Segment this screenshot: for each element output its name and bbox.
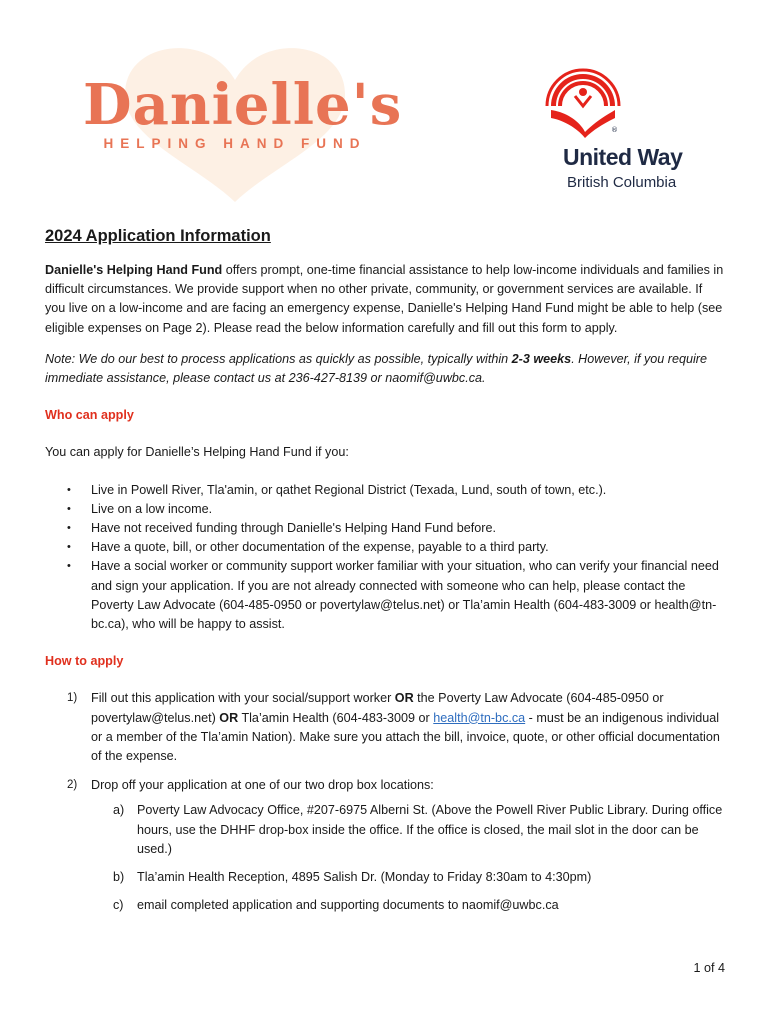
note-bold: 2-3 weeks bbox=[511, 351, 572, 366]
list-item: • Have not received funding through Danielle's Helping Hand Fund before. bbox=[91, 519, 725, 538]
united-way-mark-icon bbox=[545, 62, 621, 138]
list-item bbox=[113, 868, 725, 887]
step-number: 1) bbox=[67, 692, 78, 705]
step-1-text-a: Fill out this application with your social/support worker bbox=[91, 691, 395, 706]
document-body bbox=[45, 225, 725, 925]
sub-letter: c) bbox=[113, 898, 124, 913]
list-item bbox=[113, 896, 725, 915]
sub-text: Poverty Law Advocacy Office, #207-6975 Alberni St. (Above the Powell River Public Library. During office hours, use the DHHF drop-box inside the office. If the office is closed, the mail slot in the door can be used.) bbox=[137, 803, 723, 856]
who-lead: You can apply for Danielle’s Helping Hand Fund if you: bbox=[45, 445, 349, 460]
list-item bbox=[113, 801, 725, 859]
registered-mark: ® bbox=[611, 126, 618, 134]
sub-letter: b) bbox=[113, 870, 125, 885]
logo-subtitle: HELPING HAND FUND bbox=[103, 136, 367, 151]
intro-bold: Danielle's Helping Hand Fund bbox=[45, 263, 223, 277]
step-2-text: Drop off your application at one of our two drop box locations: bbox=[91, 778, 434, 793]
step-2 bbox=[67, 776, 725, 915]
page-number: 1 of 4 bbox=[693, 961, 725, 975]
step-1-text-c: Tla’amin Health (604-483-3009 or bbox=[238, 710, 434, 725]
united-way-name: United Way bbox=[563, 144, 683, 170]
steps-list bbox=[45, 689, 725, 915]
health-email-link[interactable]: health@tn-bc.ca bbox=[433, 710, 526, 725]
list-item: • Have a quote, bill, or other documentation of the expense, payable to a third party. bbox=[91, 538, 725, 557]
step-1-or: OR bbox=[394, 691, 414, 706]
logo-name: Danielle's bbox=[83, 72, 403, 138]
step-1-text-b: the Poverty Law Advocate (604-485-0950 or povertylaw@telus.net) bbox=[91, 691, 664, 725]
sub-text: Tla’amin Health Reception, 4895 Salish Dr. (Monday to Friday 8:30am to 4:30pm) bbox=[137, 870, 592, 885]
step-1 bbox=[67, 689, 725, 766]
united-way-logo bbox=[545, 62, 705, 202]
sub-text: email completed application and supporting documents to naomif@uwbc.ca bbox=[137, 898, 559, 913]
step-1-or-2: OR bbox=[219, 710, 239, 725]
list-item: • Have a social worker or community support worker familiar with your situation, who can verify your financial need and sign your application. If you are not already connected with someone who can help, please contact the Poverty Law Advocate (604-485-0950 or povertylaw@telus.net) or Tla’amin Health (604-483-3009 or health@tn-bc.ca), who will be happy to assist. bbox=[91, 557, 725, 634]
step-number: 2) bbox=[67, 779, 78, 792]
sub-letter: a) bbox=[113, 803, 125, 818]
note-paragraph bbox=[45, 350, 725, 388]
drop-box-list bbox=[91, 801, 725, 915]
step-1-text-d: - must be an indigenous individual or a member of the Tla’amin Nation). Make sure you attach the bill, invoice, quote, or other official documentation of the expense. bbox=[91, 710, 720, 764]
list-item: • Live in Powell River, Tla'amin, or qathet Regional District (Texada, Lund, south of town, etc.). bbox=[91, 481, 725, 500]
note-before: Note: We do our best to process applications as quickly as possible, typically within bbox=[45, 351, 512, 366]
note-after: . However, if you require immediate assistance, please contact us at 236-427-8139 or naomif@uwbc.ca. bbox=[45, 351, 707, 386]
intro-paragraph bbox=[45, 261, 725, 338]
page-title: 2024 Application Information bbox=[45, 227, 271, 245]
how-heading: How to apply bbox=[45, 654, 124, 669]
united-way-region: British Columbia bbox=[567, 174, 677, 191]
list-item: • Live on a low income. bbox=[91, 500, 725, 519]
who-heading: Who can apply bbox=[45, 408, 134, 423]
intro-text: offers prompt, one-time financial assistance to help low-income individuals and families in difficult circumstances. We provide support when no other private, community, or government services are available. If you live on a low-income and are facing an emergency expense, Danielle's Helping Hand Fund might be able to help (see eligible expenses on Page 2). Please read the below information carefully and fill out this form to apply. bbox=[45, 263, 724, 335]
eligibility-list bbox=[45, 481, 725, 635]
danielles-fund-logo bbox=[75, 44, 403, 204]
